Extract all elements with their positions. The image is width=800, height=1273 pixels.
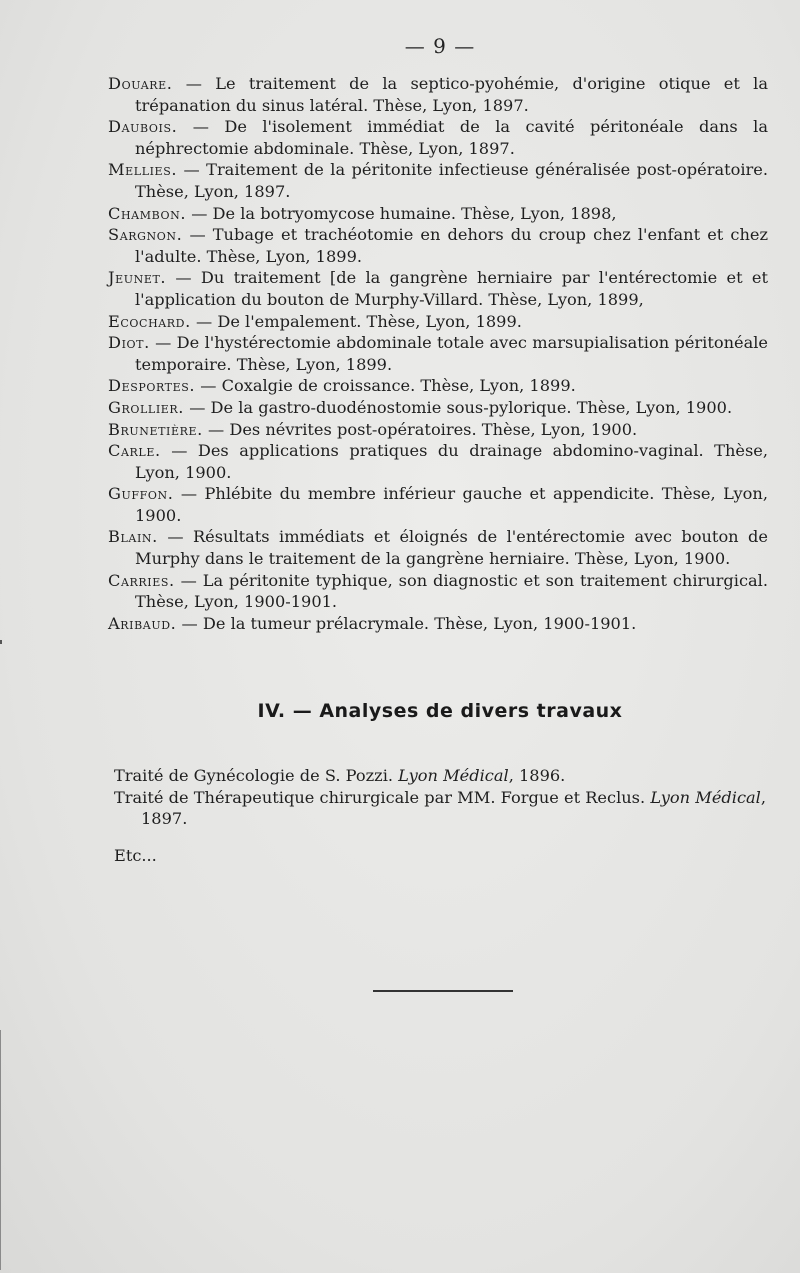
entry-text: — La péritonite typhique, son diagnostic et son traitement chirurgical. Thèse, Lyon, 1900-1901.: [135, 570, 768, 612]
thesis-entry: [108, 332, 768, 375]
entry-author: Daubois.: [108, 117, 178, 137]
analysis-journal: Lyon Médical: [650, 787, 761, 807]
entry-text: — De la gastro-duodénostomie sous-pylorique. Thèse, Lyon, 1900.: [184, 397, 733, 417]
scan-edge-shadow: [0, 1030, 1, 1270]
entry-text: — De la tumeur prélacrymale. Thèse, Lyon, 1900-1901.: [176, 613, 637, 633]
thesis-entry: [108, 224, 768, 267]
entry-text: — Des applications pratiques du drainage abdomino-vaginal. Thèse, Lyon, 1900.: [135, 441, 768, 482]
entry-author: Carle.: [108, 441, 161, 461]
thesis-entry: [108, 440, 768, 483]
entry-text: — De l'empalement. Thèse, Lyon, 1899.: [190, 311, 522, 331]
entry-author: Blain.: [108, 527, 158, 547]
thesis-entry: [108, 483, 768, 526]
entry-author: Carries.: [108, 570, 175, 590]
entry-text: — De l'hystérectomie abdominale totale avec marsupialisation péritonéale temporaire. Thèse, Lyon, 1899.: [135, 333, 768, 374]
entry-author: Douare.: [108, 74, 173, 93]
entry-author: Ecochard.: [108, 311, 191, 331]
analysis-journal: Lyon Médical: [398, 766, 509, 785]
entry-text: — Des névrites post-opératoires. Thèse, Lyon, 1900.: [202, 419, 638, 439]
thesis-entry: [108, 116, 768, 159]
entry-author: Grollier.: [108, 397, 185, 417]
analysis-year: , 1896.: [508, 766, 566, 785]
entry-text: — De l'isolement immédiat de la cavité péritonéale dans la néphrectomie abdominale. Thèse, Lyon, 1897.: [135, 117, 768, 158]
entry-author: Chambon.: [108, 203, 187, 223]
entry-text: — Du traitement [de la gangrène herniaire par l'entérectomie et et l'application du bouton de Murphy-Villard. Thèse, Lyon, 1899,: [135, 268, 768, 309]
thesis-entry: [108, 419, 768, 441]
analysis-year: , 1897.: [141, 787, 767, 829]
etc-text: Etc...: [114, 846, 157, 865]
entry-author: Brunetière.: [108, 419, 203, 439]
entry-text: — Résultats immédiats et éloignés de l'entérectomie avec bouton de Murphy dans le traitement de la gangrène herniaire. Thèse, Lyon, 1900.: [135, 527, 768, 569]
thesis-entry: [108, 203, 768, 225]
thesis-entry: [108, 570, 768, 613]
thesis-entry: [108, 311, 768, 333]
thesis-entry: [108, 375, 768, 397]
thesis-entry: [108, 613, 768, 635]
entry-text: — Phlébite du membre inférieur gauche et appendicite. Thèse, Lyon, 1900.: [135, 484, 768, 525]
entry-author: Diot.: [108, 333, 150, 353]
analysis-entry: [114, 787, 766, 830]
entry-text: — Coxalgie de croissance. Thèse, Lyon, 1899.: [195, 376, 576, 396]
analysis-entry: [114, 765, 766, 787]
page-number: — 9 —: [404, 34, 476, 58]
entry-author: Aribaud.: [108, 613, 177, 633]
analyses-list: [114, 765, 766, 830]
scan-edge-mark: [0, 640, 2, 644]
closing-rule: [373, 990, 513, 992]
analysis-text: Traité de Thérapeutique chirurgicale par MM. Forgue et Reclus.: [114, 787, 651, 807]
section-title: IV. — Analyses de divers travaux: [257, 700, 623, 722]
entry-author: Desportes.: [108, 376, 196, 396]
analysis-text: Traité de Gynécologie de S. Pozzi.: [114, 766, 399, 785]
entry-author: Guffon.: [108, 484, 174, 504]
thesis-entry: [108, 397, 768, 419]
thesis-entry: [108, 526, 768, 569]
thesis-entry: [108, 267, 768, 310]
entry-author: Jeunet.: [108, 268, 167, 288]
thesis-list: [108, 73, 768, 634]
entry-text: — Le traitement de la septico-pyohémie, d'origine otique et la trépanation du sinus latéral. Thèse, Lyon, 1897.: [135, 74, 768, 115]
entry-author: Sargnon.: [108, 225, 183, 245]
entry-author: Mellies.: [108, 160, 178, 180]
entry-text: — De la botryomycose humaine. Thèse, Lyon, 1898,: [186, 203, 617, 223]
entry-text: — Traitement de la péritonite infectieuse généralisée post-opératoire. Thèse, Lyon, 1897.: [135, 160, 768, 201]
entry-text: — Tubage et trachéotomie en dehors du croup chez l'enfant et chez l'adulte. Thèse, Lyon, 1899.: [135, 225, 768, 266]
thesis-entry: [108, 73, 768, 116]
thesis-entry: [108, 159, 768, 202]
